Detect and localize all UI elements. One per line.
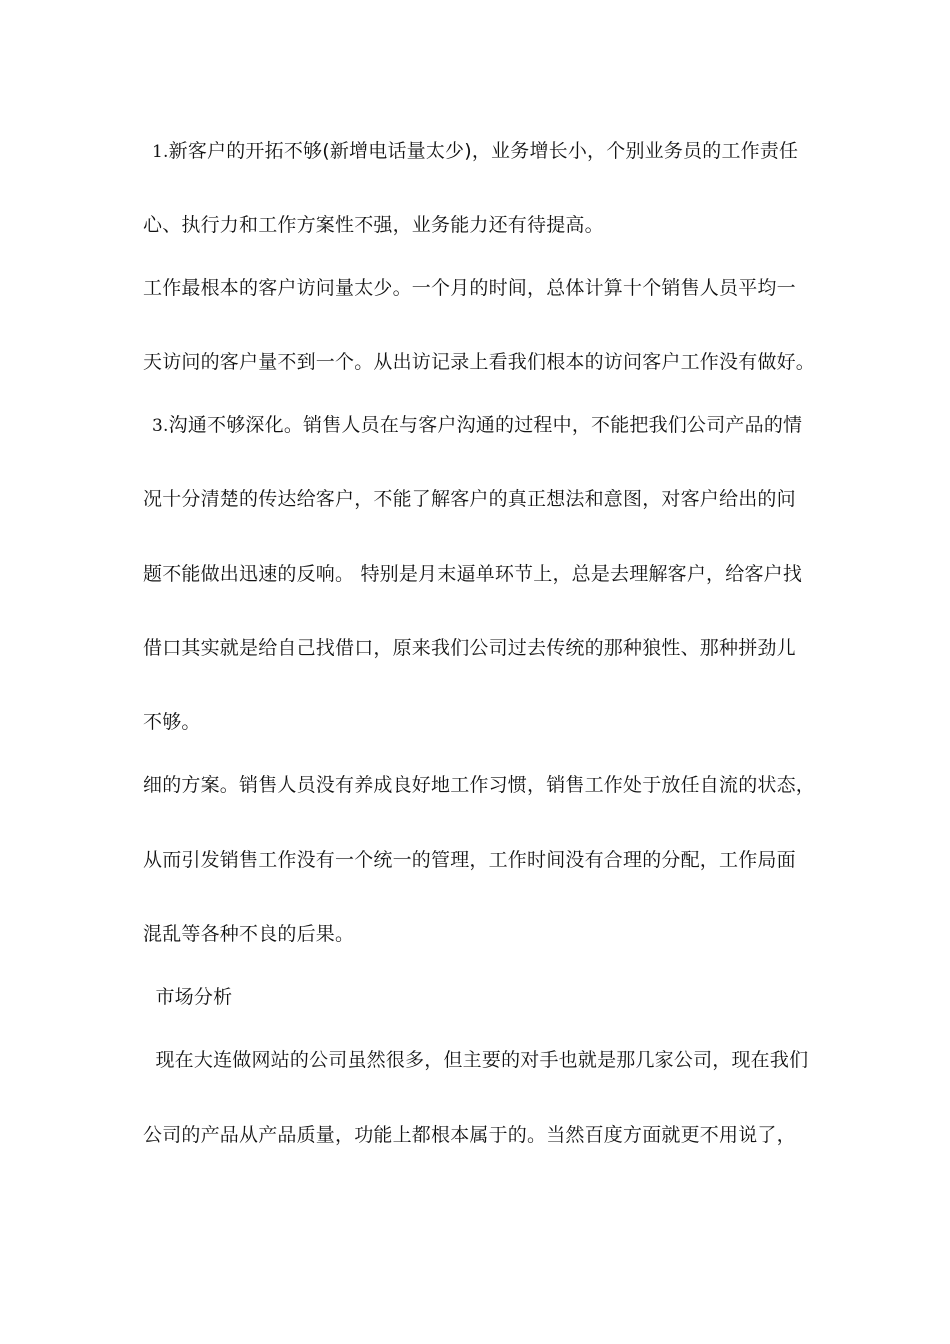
text-line-15	[143, 1122, 813, 1148]
section-heading	[143, 984, 813, 1010]
text-line-5	[152, 412, 822, 439]
text-line-10	[143, 772, 816, 798]
list-number: 3.	[152, 416, 169, 436]
line-text: 细的方案。销售人员没有养成良好地工作习惯，销售工作处于放任自流的状态，	[143, 774, 816, 796]
line-text: 题不能做出迅速的反响。 特别是月末逼单环节上，总是去理解客户，给客户找	[143, 563, 803, 585]
line-text: 心、执行力和工作方案性不强，业务能力还有待提高。	[143, 214, 604, 236]
line-text: 新客户的开拓不够(新增电话量太少)，业务增长小，个别业务员的工作责任	[168, 140, 799, 162]
text-line-9	[143, 709, 813, 735]
text-line-3	[143, 275, 813, 301]
line-text: 工作最根本的客户访问量太少。一个月的时间，总体计算十个销售人员平均一	[143, 277, 796, 299]
text-line-6	[143, 486, 813, 512]
text-line-4	[143, 349, 816, 375]
line-text: 况十分清楚的传达给客户，不能了解客户的真正想法和意图，对客户给出的问	[143, 488, 796, 510]
line-text: 从而引发销售工作没有一个统一的管理，工作时间没有合理的分配，工作局面	[143, 849, 796, 871]
text-line-2	[143, 212, 813, 238]
text-line-12	[143, 921, 813, 947]
line-text: 现在大连做网站的公司虽然很多，但主要的对手也就是那几家公司，现在我们	[143, 1049, 809, 1071]
list-number: 1.	[152, 142, 169, 162]
line-text: 借口其实就是给自己找借口，原来我们公司过去传统的那种狼性、那种拼劲儿	[143, 637, 796, 659]
line-text: 不够。	[143, 711, 201, 733]
text-line-14	[143, 1047, 813, 1073]
text-line-7	[143, 561, 813, 587]
line-text: 市场分析	[143, 986, 233, 1008]
line-text: 混乱等各种不良的后果。	[143, 923, 355, 945]
line-text: 天访问的客户量不到一个。从出访记录上看我们根本的访问客户工作没有做好。	[143, 351, 816, 373]
line-text: 公司的产品从产品质量，功能上都根本属于的。当然百度方面就更不用说了，	[143, 1124, 796, 1146]
line-text: 沟通不够深化。销售人员在与客户沟通的过程中，不能把我们公司产品的情	[168, 414, 803, 436]
text-line-11	[143, 847, 813, 873]
text-line-1	[152, 138, 822, 165]
text-line-8	[143, 635, 813, 661]
